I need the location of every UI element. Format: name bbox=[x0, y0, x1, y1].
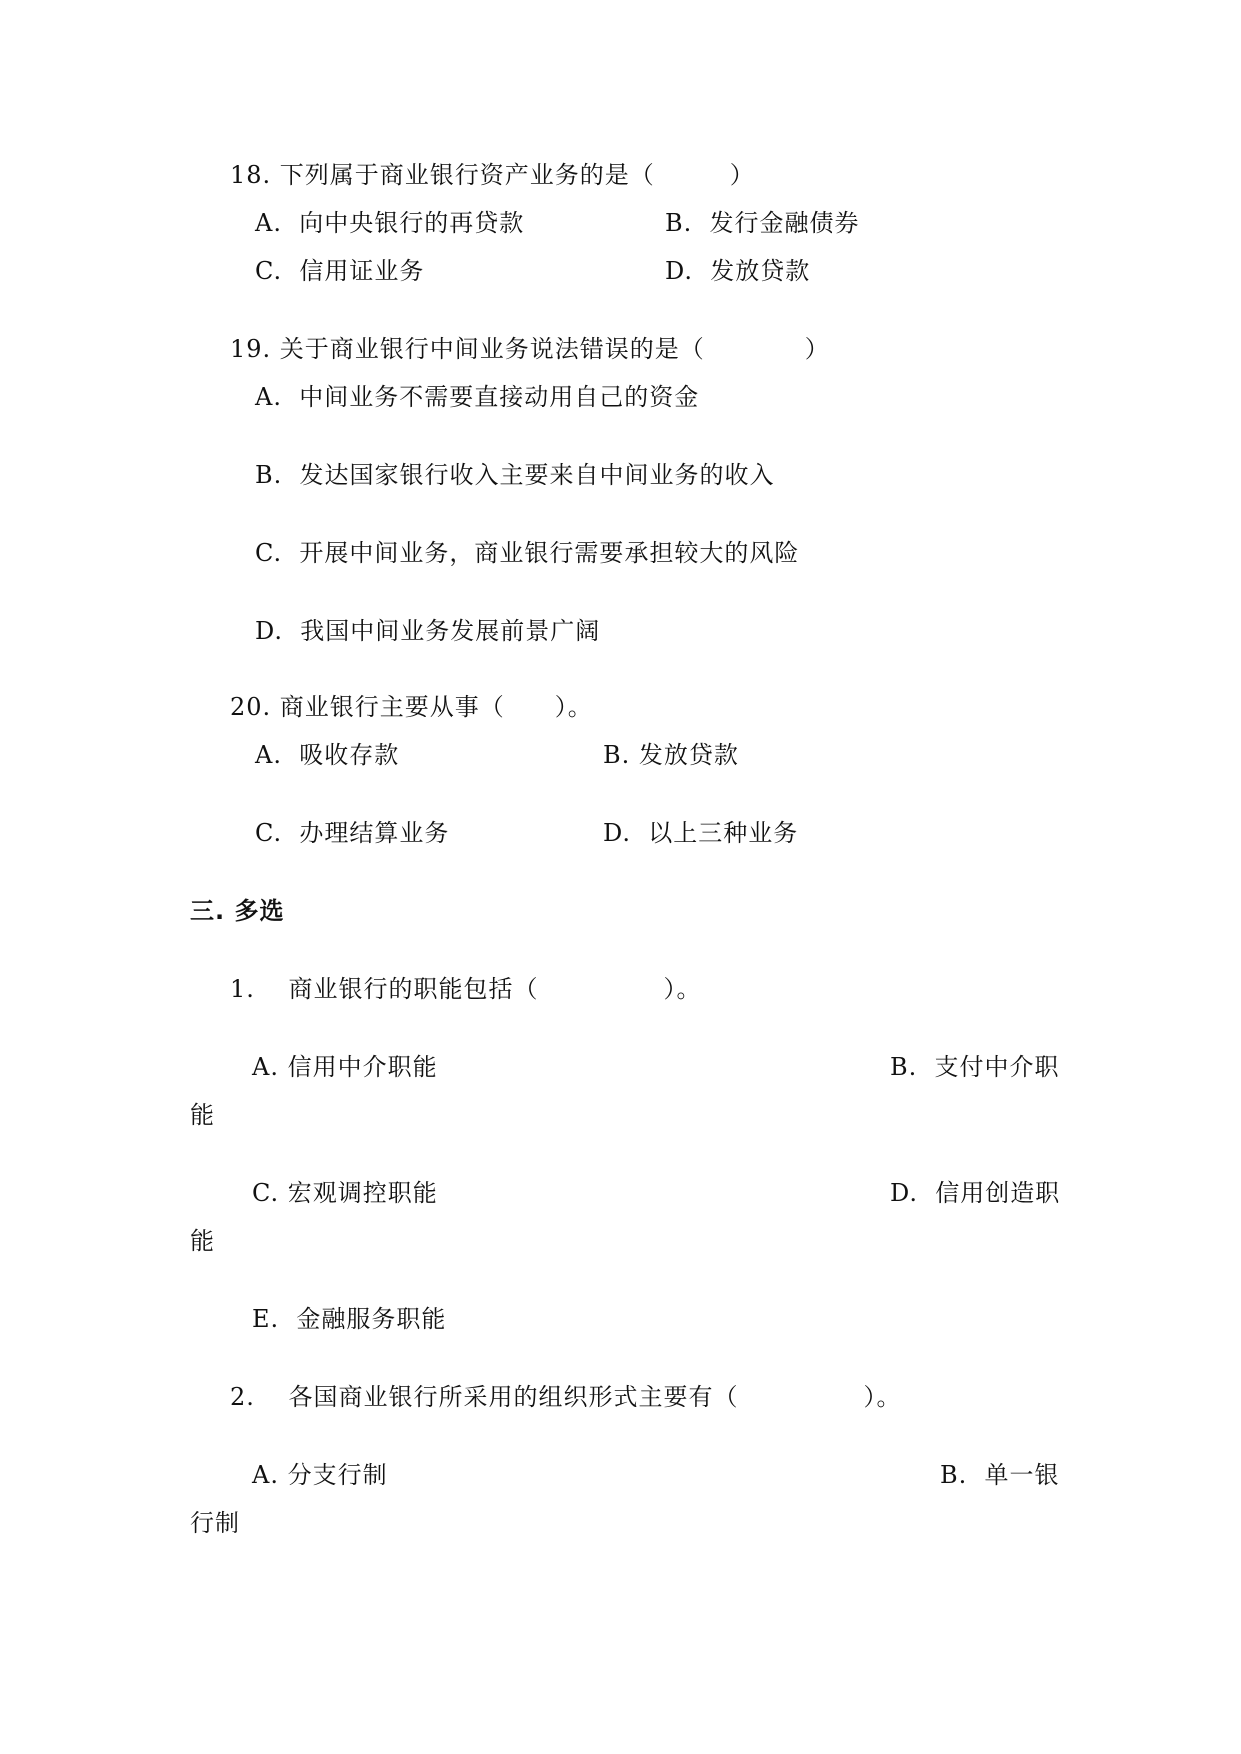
q19-option-b: B. 发达国家银行收入主要来自中间业务的收入 bbox=[255, 461, 775, 489]
q19-stem: 19. 关于商业银行中间业务说法错误的是（ ） bbox=[230, 335, 830, 363]
q19-option-d: D. 我国中间业务发展前景广阔 bbox=[255, 617, 601, 645]
m1-option-c: C. 宏观调控职能 bbox=[252, 1179, 438, 1207]
q18-option-a: A. 向中央银行的再贷款 bbox=[255, 209, 525, 237]
m2-stem: 2. 各国商业银行所采用的组织形式主要有（ ）。 bbox=[230, 1383, 902, 1411]
m2-option-b-continued: 行制 bbox=[190, 1509, 240, 1537]
q18-option-b: B. 发行金融债券 bbox=[665, 209, 860, 237]
section-heading: 三. 多选 bbox=[190, 897, 285, 925]
m1-option-d-continued: 能 bbox=[190, 1227, 215, 1255]
m1-option-b-continued: 能 bbox=[190, 1101, 215, 1129]
q18-stem: 18. 下列属于商业银行资产业务的是（ ） bbox=[230, 161, 755, 189]
m1-stem: 1. 商业银行的职能包括（ ）。 bbox=[230, 975, 702, 1003]
m1-option-e: E. 金融服务职能 bbox=[252, 1305, 447, 1333]
m2-option-a: A. 分支行制 bbox=[252, 1461, 388, 1489]
q20-option-d: D. 以上三种业务 bbox=[603, 819, 799, 847]
m1-option-b: B. 支付中介职 bbox=[890, 1053, 1060, 1081]
q20-option-c: C. 办理结算业务 bbox=[255, 819, 450, 847]
q20-option-b: B. 发放贷款 bbox=[603, 741, 739, 769]
q18-option-c: C. 信用证业务 bbox=[255, 257, 425, 285]
q20-option-a: A. 吸收存款 bbox=[255, 741, 400, 769]
m2-option-b: B. 单一银 bbox=[940, 1461, 1060, 1489]
m1-option-a: A. 信用中介职能 bbox=[252, 1053, 438, 1081]
q19-option-c: C. 开展中间业务，商业银行需要承担较大的风险 bbox=[255, 539, 800, 567]
q18-option-d: D. 发放贷款 bbox=[665, 257, 811, 285]
m1-option-d: D. 信用创造职 bbox=[890, 1179, 1061, 1207]
q20-stem: 20. 商业银行主要从事（ ）。 bbox=[230, 693, 593, 721]
q19-option-a: A. 中间业务不需要直接动用自己的资金 bbox=[255, 383, 700, 411]
